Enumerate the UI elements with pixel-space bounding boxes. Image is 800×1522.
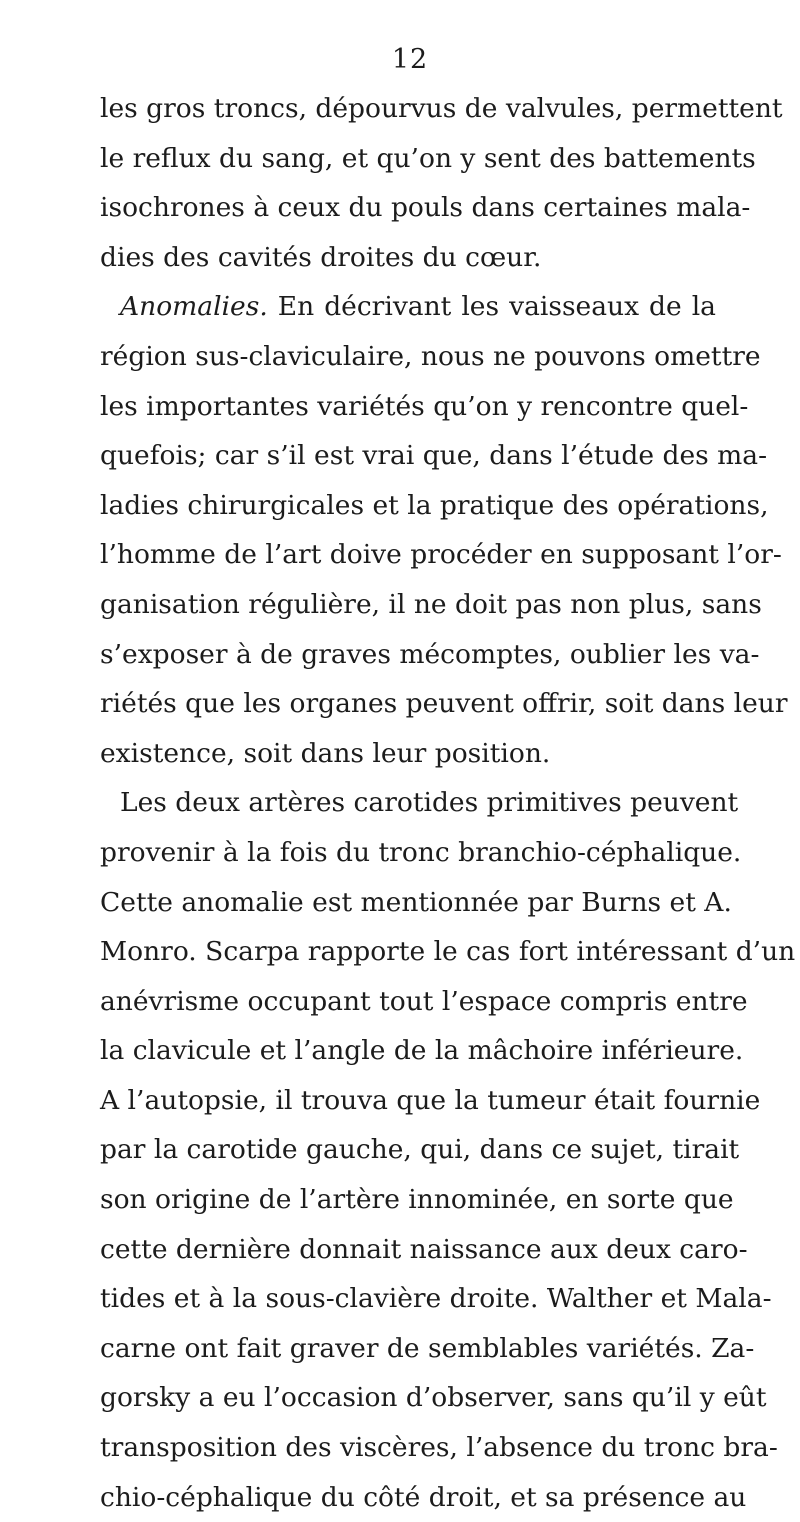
text-line: chio-céphalique du côté droit, et sa présence au bbox=[100, 1481, 747, 1513]
text-line: tides et à la sous-clavière droite. Walther et Mala- bbox=[100, 1283, 772, 1315]
section-heading-line bbox=[100, 282, 716, 332]
text-line: ladies chirurgicales et la pratique des opérations, bbox=[100, 489, 769, 521]
section-heading: Anomalies. bbox=[120, 291, 268, 323]
text-line: le reflux du sang, et qu’on y sent des battements bbox=[100, 142, 756, 174]
text-line: Monro. Scarpa rapporte le cas fort intéressant d’un bbox=[100, 936, 796, 968]
text-line: riétés que les organes peuvent offrir, soit dans leur bbox=[100, 688, 788, 720]
text-line: s’exposer à de graves mécomptes, oublier les va- bbox=[100, 638, 760, 670]
text-line: par la carotide gauche, qui, dans ce sujet, tirait bbox=[100, 1134, 740, 1166]
text-line: ganisation régulière, il ne doit pas non plus, sans bbox=[100, 588, 762, 620]
page-number: 12 bbox=[391, 44, 429, 75]
text-line: anévrisme occupant tout l’espace compris entre bbox=[100, 985, 748, 1017]
text-line: région sus-claviculaire, nous ne pouvons omettre bbox=[100, 340, 761, 372]
text-line: A l’autopsie, il trouva que la tumeur était fournie bbox=[100, 1084, 761, 1116]
text-line: transposition des viscères, l’absence du tronc bra- bbox=[100, 1432, 778, 1464]
text-line: provenir à la fois du tronc branchio-céphalique. bbox=[100, 836, 742, 868]
text-line: gorsky a eu l’occasion d’observer, sans qu’il y eût bbox=[100, 1382, 767, 1414]
text-line: la clavicule et l’angle de la mâchoire inférieure. bbox=[100, 1035, 744, 1067]
text-line: Les deux artères carotides primitives peuvent bbox=[120, 787, 739, 819]
text-fragment: En décrivant les vaisseaux de la bbox=[277, 291, 716, 323]
text-line: carne ont fait graver de semblables variétés. Za- bbox=[100, 1332, 755, 1364]
text-line: quefois; car s’il est vrai que, dans l’étude des ma- bbox=[100, 440, 768, 472]
text-line: dies des cavités droites du cœur. bbox=[100, 241, 542, 273]
text-line: l’homme de l’art doive procéder en supposant l’or- bbox=[100, 539, 782, 571]
text-line: existence, soit dans leur position. bbox=[100, 737, 551, 769]
text-line: cette dernière donnait naissance aux deux caro- bbox=[100, 1233, 748, 1265]
text-line: isochrones à ceux du pouls dans certaines mala- bbox=[100, 192, 751, 224]
text-line: son origine de l’artère innominée, en sorte que bbox=[100, 1184, 734, 1216]
body-text bbox=[100, 84, 796, 1522]
text-line: les importantes variétés qu’on y rencontre quel- bbox=[100, 390, 749, 422]
text-line: Cette anomalie est mentionnée par Burns et A. bbox=[100, 886, 732, 918]
text-line: les gros troncs, dépourvus de valvules, permettent bbox=[100, 93, 783, 124]
